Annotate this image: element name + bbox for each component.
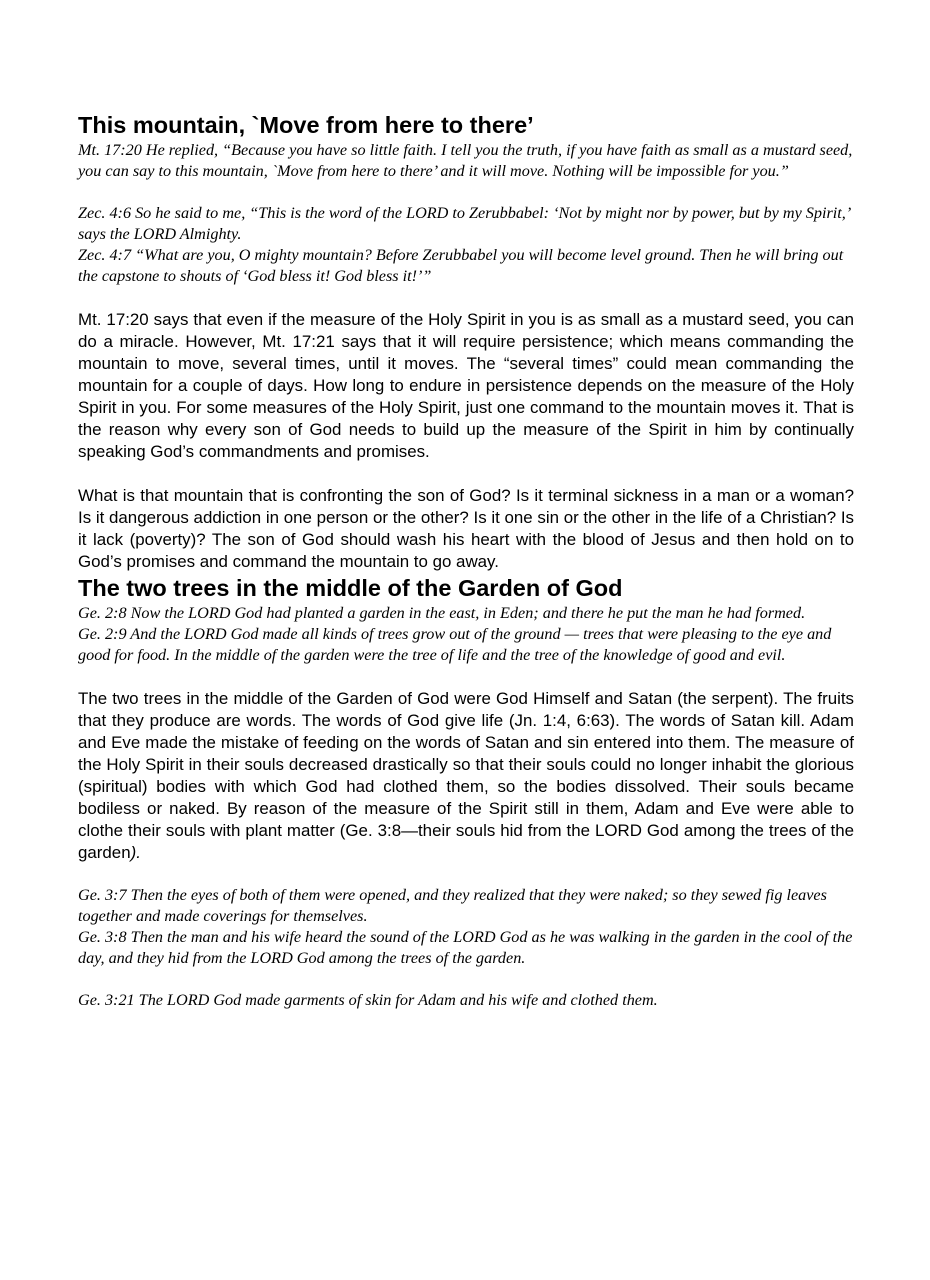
body-paragraph-text: The two trees in the middle of the Garden of God were God Himself and Satan (the serpent). The fruits that they produce are words. The words of God give life (Jn. 1:4, 6:63). The words of Satan kill. Adam and Eve made the mistake of feeding on the words of Satan and sin entered into them. The measure of the Holy Spirit in their souls decreased drastically so that their souls could no longer inhabit the glorious (spiritual) bodies with which God had clothed them, so the bodies dissolved. Their souls became bodiless or naked. By reason of the measure of the Spirit still in them, Adam and Eve were able to clothe their souls with plant matter (Ge. 3:8—their souls hid from the LORD God among the trees of the garden xyxy=(78,689,854,862)
scripture-verse: Ge. 3:8 Then the man and his wife heard the sound of the LORD God as he was walking in the garden in the cool of the day, and they hid from the LORD God among the trees of the garden. xyxy=(78,928,853,967)
scripture-block xyxy=(78,140,854,182)
body-paragraph: Mt. 17:20 says that even if the measure of the Holy Spirit in you is as small as a mustard seed, you can do a miracle. However, Mt. 17:21 says that it will require persistence; which means commanding the mountain to move, several times, until it moves. The “several times” could mean commanding the mountain for a couple of days. How long to endure in persistence depends on the measure of the Holy Spirit in you. For some measures of the Holy Spirit, just one command to the mountain moves it. That is the reason why every son of God needs to build up the measure of the Spirit in him by continually speaking God’s commandments and promises. xyxy=(78,310,854,461)
scripture-verse: Mt. 17:20 He replied, “Because you have so little faith. I tell you the truth, if you have faith as small as a mustard seed, you can say to this mountain, `Move from here to there’ and it will move. Nothing will be impossible for you.” xyxy=(78,141,853,180)
scripture-verse: Zec. 4:7 “What are you, O mighty mountain? Before Zerubbabel you will become level ground. Then he will bring out the capstone to shouts of ‘God bless it! God bless it!’” xyxy=(78,246,844,285)
scripture-block xyxy=(78,603,854,666)
scripture-block xyxy=(78,203,854,287)
scripture-verse: Ge. 3:21 The LORD God made garments of skin for Adam and his wife and clothed them. xyxy=(78,991,658,1009)
document-page xyxy=(78,110,854,1011)
body-paragraph: What is that mountain that is confronting the son of God? Is it terminal sickness in a man or a woman? Is it dangerous addiction in one person or the other? Is it one sin or the other in the life of a Christian? Is it lack (poverty)? The son of God should wash his heart with the blood of Jesus and then hold on to God’s promises and command the mountain to go away. xyxy=(78,486,854,571)
scripture-verse: Ge. 2:9 And the LORD God made all kinds of trees grow out of the ground — trees that were pleasing to the eye and good for food. In the middle of the garden were the tree of life and the tree of the knowledge of good and evil. xyxy=(78,625,832,664)
scripture-block xyxy=(78,885,854,969)
body-paragraph-tail: ). xyxy=(130,843,141,862)
body-paragraph xyxy=(78,688,854,864)
scripture-verse: Ge. 2:8 Now the LORD God had planted a garden in the east, in Eden; and there he put the man he had formed. xyxy=(78,604,806,622)
section-heading-mountain: This mountain, `Move from here to there’ xyxy=(78,112,534,138)
scripture-verse: Ge. 3:7 Then the eyes of both of them were opened, and they realized that they were naked; so they sewed fig leaves together and made coverings for themselves. xyxy=(78,886,827,925)
scripture-block xyxy=(78,990,854,1011)
scripture-verse: Zec. 4:6 So he said to me, “This is the word of the LORD to Zerubbabel: ‘Not by might nor by power, but by my Spirit,’ says the LORD Almighty. xyxy=(78,204,850,243)
section-heading-two-trees: The two trees in the middle of the Garden of God xyxy=(78,575,623,601)
